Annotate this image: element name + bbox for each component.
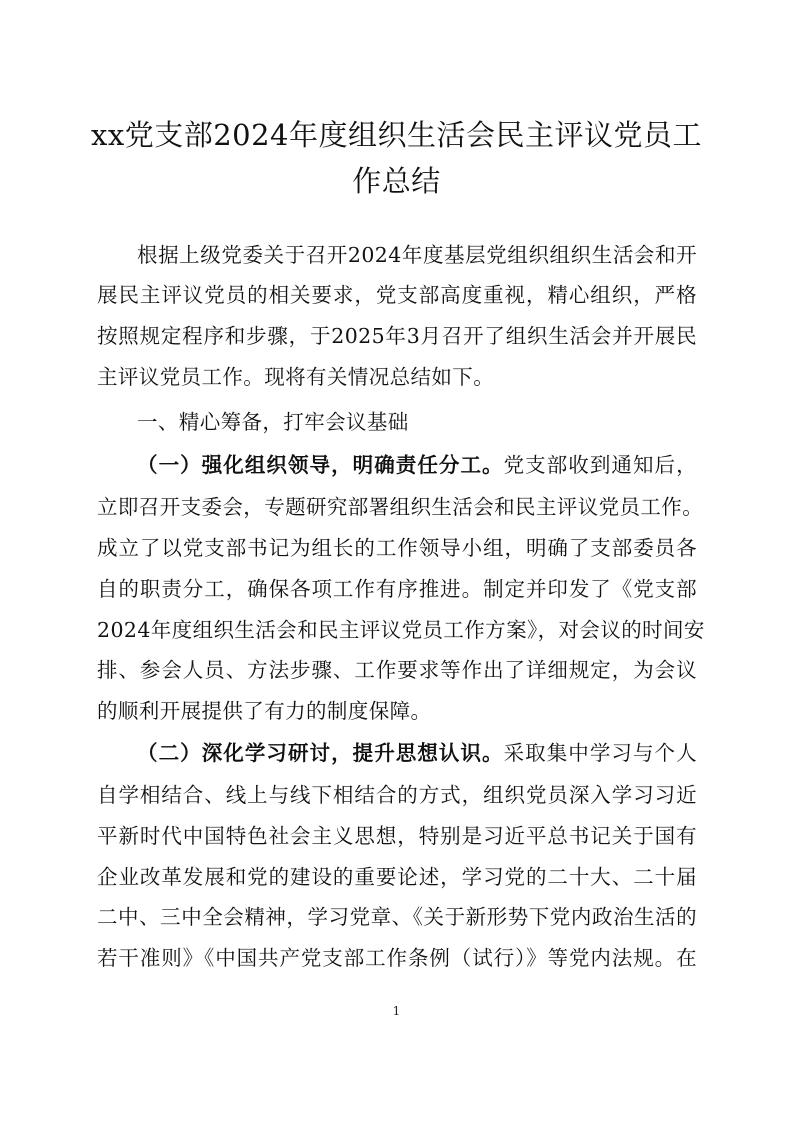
paragraph-text: 采取集中学习与个人	[503, 741, 697, 765]
paragraph-line	[137, 740, 697, 766]
paragraph-line: 立即召开支委会，专题研究部署组织生活会和民主评议党员工作。	[97, 495, 704, 519]
paragraph-line: 按照规定程序和步骤，于2025年3月召开了组织生活会并开展民	[97, 324, 697, 348]
paragraph-line: 成立了以党支部书记为组长的工作领导小组，明确了支部委员各	[97, 536, 697, 560]
paragraph-line: 展民主评议党员的相关要求，党支部高度重视，精心组织，严格	[97, 283, 697, 307]
title-line-1: xx党支部2024年度组织生活会民主评议党员工	[90, 118, 702, 152]
document-title	[80, 112, 713, 204]
paragraph-line: 排、参会人员、方法步骤、工作要求等作出了详细规定，为会议	[97, 658, 697, 682]
paragraph-line: 平新时代中国特色社会主义思想，特别是习近平总书记关于国有	[97, 824, 697, 848]
section-heading: 一、精心筹备，打牢会议基础	[137, 410, 409, 434]
paragraph-text: 党支部收到通知后，	[503, 453, 697, 477]
paragraph-line: 企业改革发展和党的建设的重要论述，学习党的二十大、二十届	[97, 865, 697, 889]
paragraph-line: 根据上级党委关于召开2024年度基层党组织组织生活会和开	[137, 243, 697, 267]
paragraph-line: 的顺利开展提供了有力的制度保障。	[97, 699, 432, 723]
page-number: 1	[392, 1004, 401, 1018]
subsection-heading: （一）强化组织领导，明确责任分工。	[137, 453, 504, 477]
paragraph-line: 自的职责分工，确保各项工作有序推进。制定并印发了《党支部	[97, 577, 697, 601]
title-line-2: 作总结	[352, 164, 441, 198]
subsection-heading: （二）深化学习研讨，提升思想认识。	[137, 741, 504, 765]
paragraph-line: 二中、三中全会精神，学习党章、《关于新形势下党内政治生活的	[97, 905, 697, 929]
paragraph-line: 若干准则》《中国共产党支部工作条例（试行）》等党内法规。在	[97, 946, 697, 970]
paragraph-line: 自学相结合、线上与线下相结合的方式，组织党员深入学习习近	[97, 783, 697, 807]
paragraph-line: 2024年度组织生活会和民主评议党员工作方案》，对会议的时间安	[97, 618, 705, 642]
paragraph-line: 主评议党员工作。现将有关情况总结如下。	[97, 365, 495, 389]
paragraph-line	[137, 452, 697, 478]
